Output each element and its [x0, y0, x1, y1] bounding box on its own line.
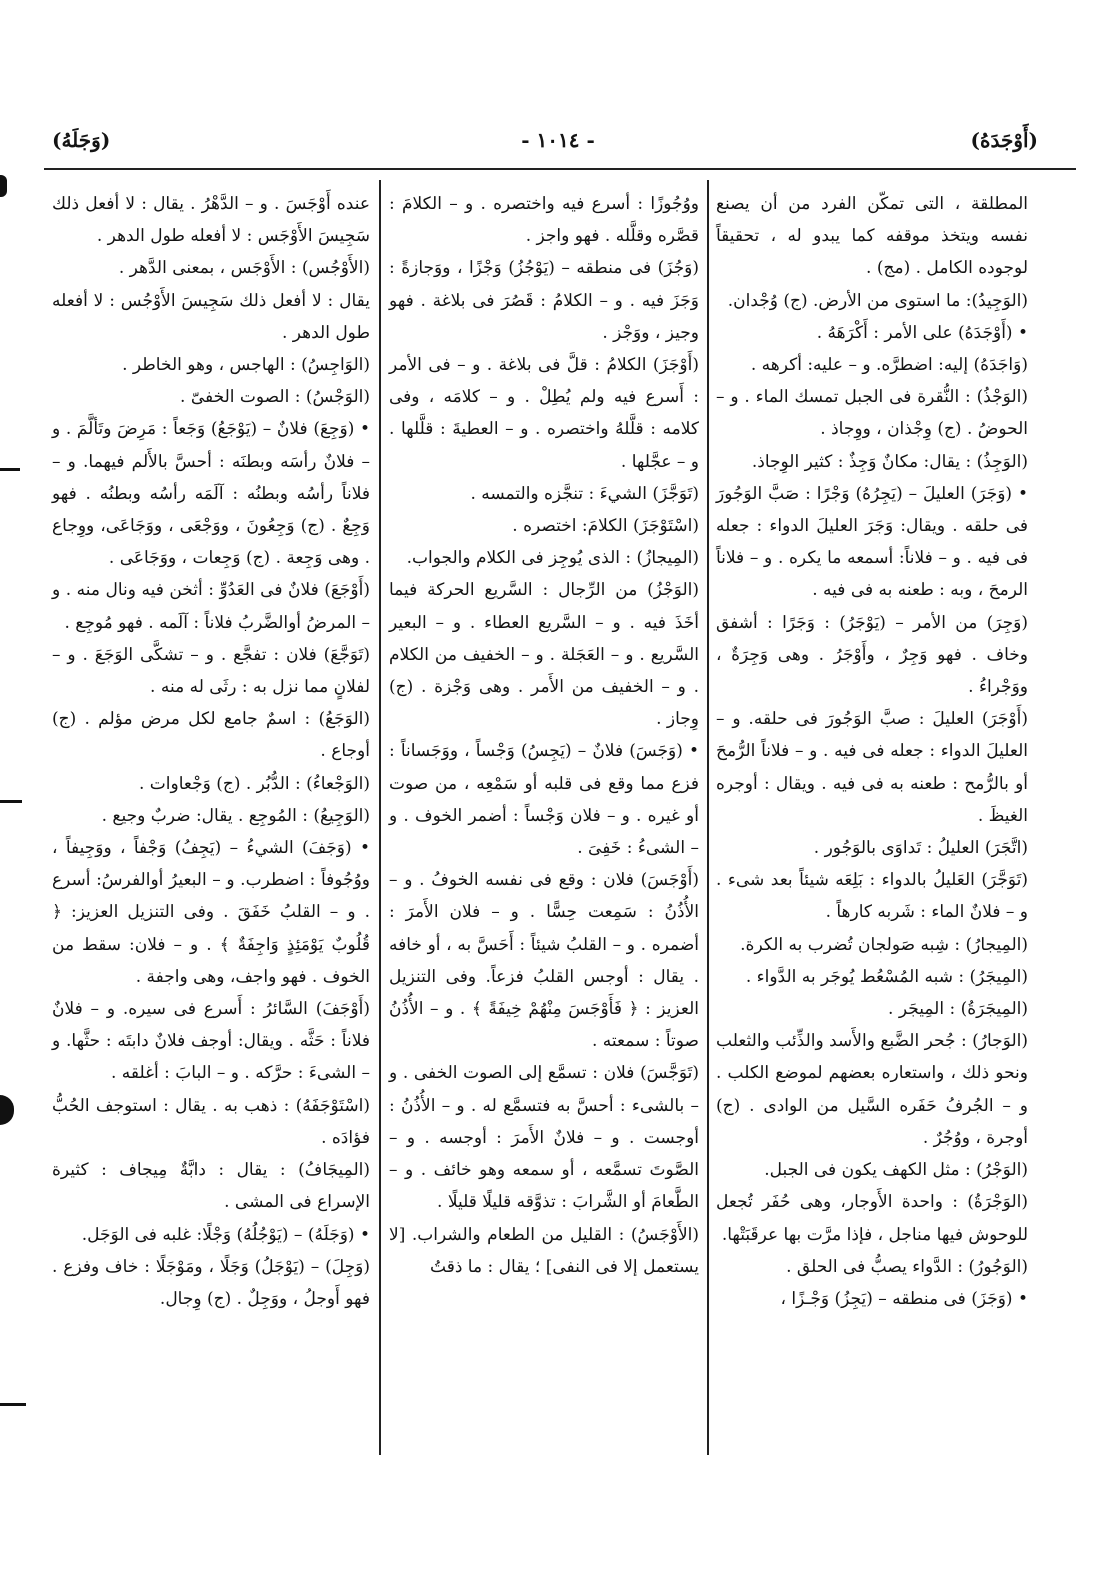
entry: (الوَجارُ) : جُحر الضَّبع والأَسد والذِّئب والثعلب ونحو ذلك ، واستعاره بعضهم لموضع الكلب . و – الجُرفُ حَفَره السَّيل من الوادى . (ج) أوجرة ، ووُجُرٌ . — [716, 1031, 1028, 1148]
entry: • (وَجَفَ) الشيءُ – (يَجِفُ) وَجْفاً ، ووَجِيفاً ، ووُجُوفاً : اضطرب. و – البعيرُ أوالفرسُ: أسرع . و – القلبُ خَفَقَ . وفى التنزيل العزيز: ﴿ قُلُوبٌ يَوْمَئِذٍ وَاجِفَةٌ ﴾ . و – فلان: سقط من الخوف . فهو واجف، وهى واجفة . — [52, 838, 370, 987]
entry: (الوَاجِسُ) : الهاجس ، وهو الخاطر . — [122, 355, 370, 376]
entry: (وَجِلَ) – (يَوْجَلُ) وَجَلًا ، ومَوْجَلًا : خاف وفزع . فهو أَوجلُ ، ووَجِلٌ . (ج) وِجال. — [52, 1256, 370, 1309]
entry: (الوَجْرُ) : مثل الكهف يكون فى الجبل. — [764, 1160, 1028, 1181]
page-number: - ١٠١٤ - — [521, 128, 595, 152]
column-divider-right — [707, 180, 709, 1455]
entry: • (وَجَسَ) فلانٌ – (يَجِسُ) وَجْساً ، ووَجَساناً : فزع مما وقع فى قلبه أو سَمْعِه ، من صوت أو غيره . و – فلان وَجْساً : أضمر الخوف . و – الشىءُ : خَفِىَ . — [389, 741, 699, 859]
column-middle — [389, 188, 699, 1283]
entry: • (أَوْجَدَهُ) على الأمر : أَكْرَهَهُ . — [816, 322, 1028, 343]
scan-edge-mark — [0, 175, 7, 197]
entry: (وَجُزَ) فى منطقه – (يَوْجُزُ) وَجْزًا ، ووَجازةً : وَجَزَ فيه . و – الكلامُ : قَصُرَ فى بلاغة . فهو وجيز ، ووَجْز . — [389, 258, 699, 343]
scan-edge-mark — [0, 1403, 26, 1406]
header-rule — [44, 168, 1076, 170]
header-guide-word-left: (وَجَلَهُ) — [52, 128, 111, 152]
entry: • (وَجَلَهُ) – (يَوْجُلُهُ) وَجْلًا: غلبه فى الوَجَل. — [81, 1224, 370, 1245]
entry: (اتَّجَرَ) العليلُ : تَداوَى بالوَجُور . — [813, 838, 1028, 859]
entry: (الأَوْجُس) : الأَوْجَس ، بمعنى الدَّهر . — [118, 258, 370, 279]
entry: (الوَجِذُ) : يقال: مكانٌ وَجِذٌ : كثير الوِجاذ. — [751, 451, 1028, 472]
entry: (أَوْجَزَ) الكلامُ : قلَّ فى بلاغة . و – فى الأمر : أَسرع فيه ولم يُطِلْ . و – كلامَه ، وفى كلامه : قلَّلهُ واختصره . و – العطيةَ : قلَّلها . و – عجَّلها . — [389, 355, 699, 472]
entry: (المِيجارُ) : شِبه صَولجان تُضرب به الكرة. — [740, 934, 1028, 955]
entry: (الوَجْعاءُ) : الدُّبُر . (ج) وَجْعاوات . — [138, 773, 370, 794]
column-divider-left — [379, 180, 381, 1455]
entry: (أَوْجَفَ) السَّائرُ : أَسرع فى سيره. و – فلانٌ فلاناً : حَثَّه . ويقال: أوجف فلانٌ دابتَه : حثَّها. و – الشىءَ : حرَّكه . و – البابَ : أغلقه . — [52, 999, 370, 1084]
entry: (الوَجْزُ) من الرِّجال : السَّريع الحركة فيما أخَذَ فيه . و – السَّريع العطاء . و – البعير السَّريع . و – العَجَلة . و – الخفيف من الكلام . و – الخفيف من الأَمر . وهى وَجْزة . (ج) وِجاز . — [389, 580, 699, 730]
entry: (الأَوْجَسُ) : القليل من الطعام والشراب. [لا يستعمل إلا فى النفى] ؛ يقال : ما ذقتُ — [389, 1224, 699, 1277]
entry: (أَوْجَرَ) العليلَ : صبَّ الوَجُورَ فى حلقه. و – العليلَ الدواء : جعله فى فيه . و – فلاناً الرُّمحَ أو بالرُّمح : طعنه به فى فيه . ويقال : أوجره الغيظَ . — [716, 709, 1028, 826]
entry: (تَوَجَّرَ) العَليلُ بالدواء : بَلِعَه شيئاً بعد شىء . و – فلانٌ الماء : شَربه كارهاً . — [716, 870, 1028, 923]
entry: (الوَجْرَةُ) : واحدة الأَوجار، وهى حُفَر تُجعل للوحوش فيها مناجل ، فإذا مرَّت بها عرقَبَتْها. — [716, 1192, 1028, 1245]
scan-edge-mark — [0, 800, 22, 803]
entry: عنده أَوْجَسَ . و – الدَّهْرُ . يقال : لا أفعل ذلك سَجِيسَ الأَوْجَس : لا أفعله طول الدهر . — [52, 194, 370, 247]
entry: (الوَجِيدُ): ما استوى من الأرض. (ج) وُجْدان. — [727, 290, 1028, 311]
entry: (المِيجَرُ) : شبه المُسْعُط يُوجَر به الدَّواء . — [745, 966, 1028, 987]
header-guide-word-right: (أَوْجَدَهُ) — [970, 128, 1038, 152]
entry: (المِيجازُ) : الذى يُوجِز فى الكلام والجواب. — [406, 548, 699, 569]
entry: ووُجُوزًا : أسرع فيه واختصره . و – الكلامَ : قصَّره وقلَّله . فهو واجز . — [389, 194, 699, 247]
entry: (تَوَجَّزَ) الشيءَ : تنجَّزه والتمسه . — [470, 483, 699, 504]
entry: (الوَجَعُ) : اسمٌ جامع لكل مرض مؤلم . (ج) أوجاع . — [52, 709, 370, 762]
entry: (أَوْجَسَ) فلان : وقع فى نفسه الخوفُ . و – الأُذُنُ : سَمِعت حِسًّا . و – فلان الأَمرَ : أضمره . و – القلبُ شيئاً : أَحَسَّ به ، أو خافه . يقال : أوجس القلبُ فزعاً. وفى التنزيل العزيز : ﴿ فَأَوْجَسَ مِنْهُمْ خِيفَةً ﴾ . و – الأُذُنُ صوتاً : سمعته . — [389, 870, 699, 1052]
entry: (الوَجْذُ) : النُّقرة فى الجبل تمسك الماء . و – الحوضُ . (ج) وِجْذان ، ووِجاذ . — [716, 387, 1028, 440]
entry: (اسْتَوْجَزَ) الكلامَ: اختصره . — [512, 516, 699, 537]
entry: (المِيجَافُ) : يقال : دابَّةٌ مِيجاف : كثيرة الإسراع فى المشى . — [52, 1160, 370, 1213]
entry: (الوَجُورُ) : الدَّواء يصبُّ فى الحلق . — [786, 1256, 1028, 1277]
entry: (الوَجِيعُ) : المُوجِع . يقال: ضربٌ وجيع . — [101, 805, 370, 826]
entry: • (وَجِعَ) فلانٌ – (يَوْجَعُ) وَجَعاً : مَرِضَ وتَألَّمَ . و – فلانٌ رأسَه وبطنَه : أحسَّ بالأَلم فيهما. و – فلاناً رأسُه وبطنُه : آلَمَه رأسُه وبطنُه . فهو وَجِعٌ . (ج) وَجِعُونَ ، ووَجْعَى ، ووَجَاعَى، ووِجاع . وهى وَجِعة . (ج) وَجِعات ، ووَجَاعَى . — [52, 419, 370, 569]
entry: المطلقة ، التى تمكّن الفرد من أن يصنع نفسه ويتخذ موقفه كما يبدو له ، تحقيقاً لوجوده الكامل . (مج) . — [716, 194, 1028, 279]
entry: (تَوَجَّعَ) فلان : تفجَّع . و – تشكَّى الوَجَعَ . و – لفلانٍ مما نزل به : رثَى له منه . — [52, 644, 370, 698]
entry: • (وَجَزَ) فى منطقه – (يَجِزُ) وَجْـزًا ، — [780, 1288, 1028, 1309]
entry: (أَوْجَعَ) فلانٌ فى العَدُوِّ : أثخن فيه ونال منه . و – المرضُ أوالضَّربُ فلاناً : آلَمه . فهو مُوجِع . — [52, 580, 370, 633]
entry: (تَوَجَّسَ) فلان : تسمَّع إلى الصوت الخفى . و – بالشىء : أحسَّ به فتسمَّع له . و – الأُذُنُ : أوجست . و – فلانٌ الأَمرَ : أوجسه . و – الصَّوتَ تسمَّعه ، أو سمعه وهو خائف . و – الطَّعامَ أو الشَّرابَ : تذوَّقه قليلًا قليلًا . — [389, 1063, 699, 1213]
scan-edge-mark — [0, 1095, 14, 1125]
entry: (وَاجَدَهُ) إليه: اضطرَّه. و – عليه: أكرهه . — [750, 355, 1028, 376]
scan-edge-mark — [0, 468, 20, 471]
column-right — [716, 188, 1028, 1315]
entry: (وَجِرَ) من الأمر – (يَوْجَرُ) : وَجَرًا : أشفق وخاف . فهو وَجِرٌ ، وأَوْجَرُ . وهى وَجِرَةٌ ، ووَجْراءُ . — [716, 612, 1028, 698]
entry: (الوَجْسُ) : الصوت الخفىّ . — [180, 387, 370, 408]
entry: يقال : لا أفعل ذلك سَجِيسَ الأَوْجُس : لا أفعله طول الدهر . — [52, 290, 370, 343]
entry: (اسْتَوْجَفَهُ) : ذهب به . يقال : استوجف الحُبُّ فؤادَه . — [52, 1095, 370, 1148]
column-left — [52, 188, 370, 1315]
entry: (المِيجَرَةُ) : المِيجَر . — [888, 999, 1028, 1020]
entry: • (وَجَرَ) العليلَ – (يَجِرُهُ) وَجْرًا : صَبَّ الوَجُورَ فى حلقه . ويقال: وَجَرَ العليلَ الدواء : جعله فى فيه . و – فلاناً: أسمعه ما يكره . و – فلاناً الرمحَ ، وبه : طعنه به فى فيه . — [716, 483, 1028, 601]
